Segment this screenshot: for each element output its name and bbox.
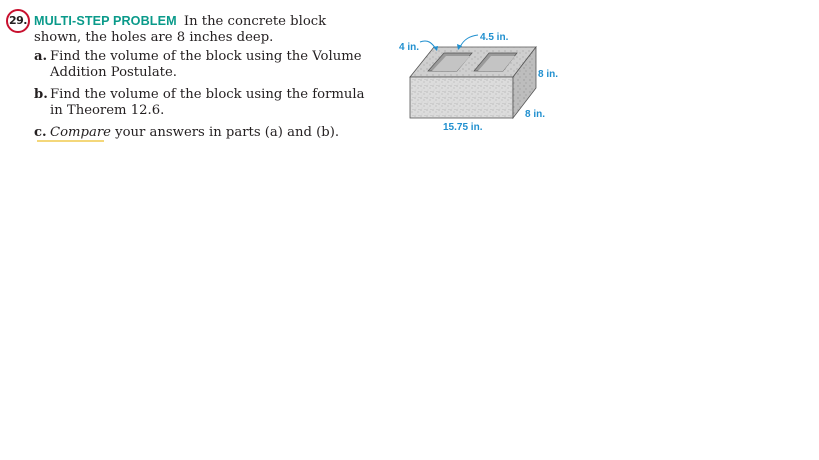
part-a <box>34 49 374 81</box>
problem-number: 29. <box>6 9 30 33</box>
concrete-block-figure <box>390 25 570 140</box>
arrow-hole-length <box>460 35 478 47</box>
label-hole-length: 4.5 in. <box>480 32 509 43</box>
problem-stem <box>34 13 374 46</box>
part-a-text: Find the volume of the block using the Volume Addition Postulate. <box>50 49 362 80</box>
part-c-label: c. <box>34 125 47 140</box>
part-a-label: a. <box>34 49 48 64</box>
part-c <box>34 125 374 141</box>
highlight-underline <box>37 140 104 142</box>
part-b-text: Find the volume of the block using the formula in Theorem 12.6. <box>50 87 365 118</box>
block-front-face <box>410 77 513 118</box>
label-depth: 8 in. <box>525 109 546 120</box>
label-length: 15.75 in. <box>443 122 483 133</box>
problem-stem-text: In the concrete block shown, the holes are 8 inches deep. <box>34 14 327 45</box>
concrete-block-svg <box>390 25 570 140</box>
part-b-label: b. <box>34 87 48 102</box>
problem-parts <box>34 49 374 147</box>
problem-heading: MULTI-STEP PROBLEM <box>34 14 177 28</box>
label-height: 8 in. <box>538 69 559 80</box>
label-hole-width: 4 in. <box>399 42 420 53</box>
part-c-text: your answers in parts (a) and (b). <box>115 125 340 140</box>
part-c-emphasis: Compare <box>50 125 111 140</box>
part-b <box>34 87 374 119</box>
